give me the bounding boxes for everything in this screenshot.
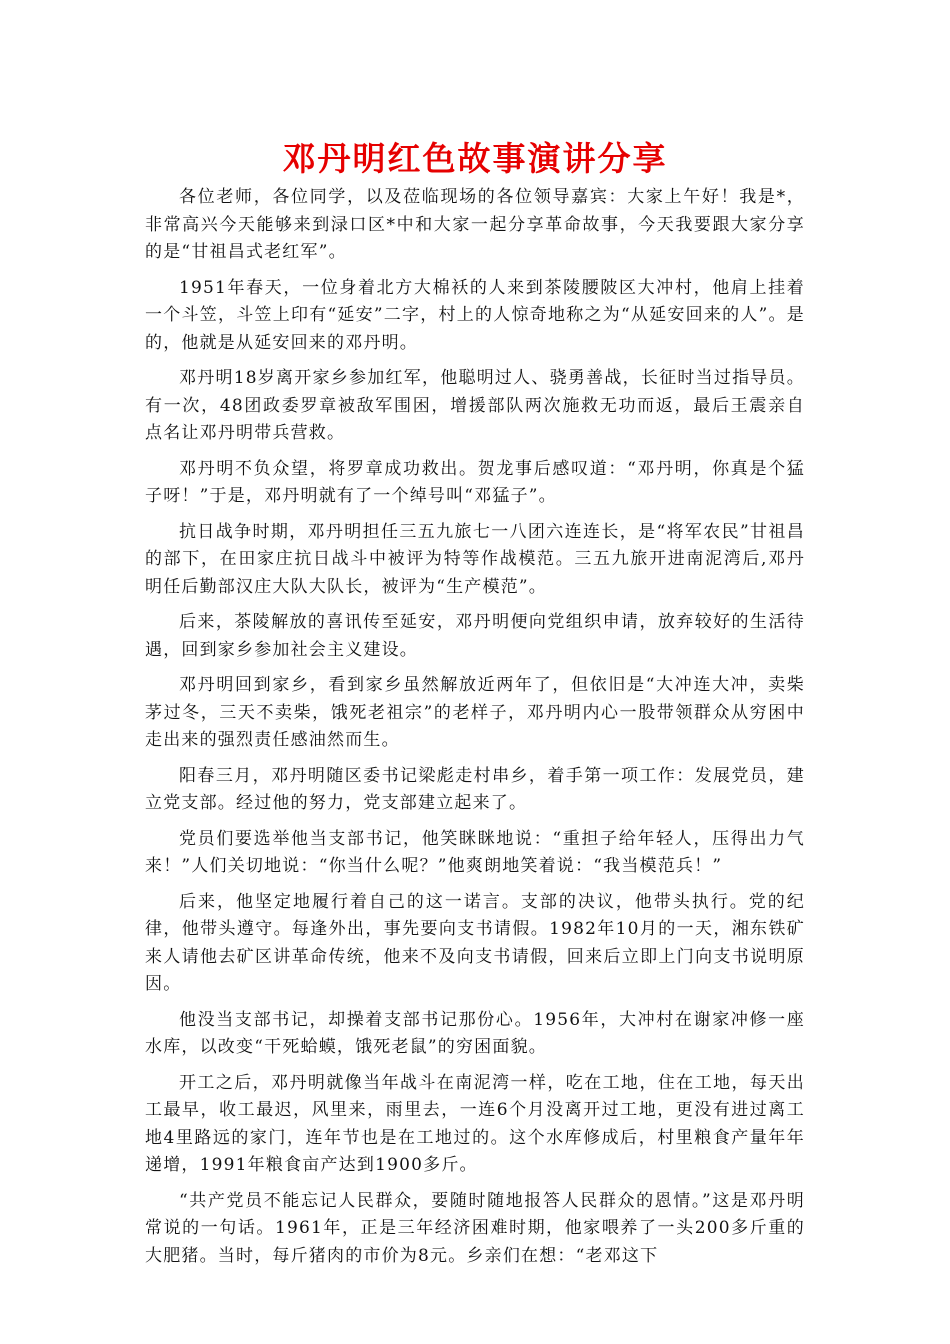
paragraph-13: “共产党员不能忘记人民群众，要随时随地报答人民群众的恩情。”这是邓丹明常说的一句话。1961年，正是三年经济困难时期，他家喂养了一头200多斤重的大肥猪。当时，每斤猪肉的市价为8元。乡亲们在想：“老邓这下	[145, 1190, 805, 1266]
paragraph-5: 抗日战争时期，邓丹明担任三五九旅七一八团六连连长，是“将军农民”甘祖昌的部下，在田家庄抗日战斗中被评为特等作战模范。三五九旅开进南泥湾后,邓丹明任后勤部汉庄大队大队长，被评为“生产模范”。	[145, 521, 805, 597]
paragraph-10: 后来，他坚定地履行着自己的这一诺言。支部的决议，他带头执行。党的纪律，他带头遵守。每逢外出，事先要向支书请假。1982年10月的一天，湘东铁矿来人请他去矿区讲革命传统，他来不及向支书请假，回来后立即上门向支书说明原因。	[145, 891, 805, 994]
document-body	[145, 184, 805, 1278]
paragraph-9: 党员们要选举他当支部书记，他笑眯眯地说：“重担子给年轻人，压得出力气来！”人们关切地说：“你当什么呢？”他爽朗地笑着说：“我当模范兵！”	[145, 828, 805, 876]
paragraph-11: 他没当支部书记，却操着支部书记那份心。1956年，大冲村在谢家冲修一座水库，以改变“干死蛤蟆，饿死老鼠”的穷困面貌。	[145, 1009, 805, 1057]
paragraph-7: 邓丹明回到家乡，看到家乡虽然解放近两年了，但依旧是“大冲连大冲，卖柴茅过冬，三天不卖柴，饿死老祖宗”的老样子，邓丹明内心一股带领群众从穷困中走出来的强烈责任感油然而生。	[145, 675, 805, 750]
paragraph-12: 开工之后，邓丹明就像当年战斗在南泥湾一样，吃在工地，住在工地，每天出工最早，收工最迟，风里来，雨里去，一连6个月没离开过工地，更没有进过离工地4里路远的家门，连年节也是在工地过的。这个水库修成后，村里粮食产量年年递增，1991年粮食亩产达到1900多斤。	[145, 1072, 805, 1175]
page-title: 邓丹明红色故事演讲分享	[282, 139, 668, 178]
paragraph-8: 阳春三月，邓丹明随区委书记梁彪走村串乡，着手第一项工作：发展党员，建立党支部。经过他的努力，党支部建立起来了。	[145, 765, 805, 813]
paragraph-2: 1951年春天，一位身着北方大棉袄的人来到茶陵腰陂区大冲村，他肩上挂着一个斗笠，斗笠上印有“延安”二字，村上的人惊奇地称之为“从延安回来的人”。是的，他就是从延安回来的邓丹明。	[145, 277, 805, 353]
paragraph-1: 各位老师，各位同学，以及莅临现场的各位领导嘉宾：大家上午好！我是*，非常高兴今天能够来到渌口区*中和大家一起分享革命故事，今天我要跟大家分享的是“甘祖昌式老红军”。	[145, 187, 805, 262]
paragraph-3: 邓丹明18岁离开家乡参加红军，他聪明过人、骁勇善战，长征时当过指导员。有一次，48团政委罗章被敌军围困，增援部队两次施救无功而返，最后王震亲自点名让邓丹明带兵营救。	[145, 368, 805, 443]
paragraph-6: 后来，茶陵解放的喜讯传至延安，邓丹明便向党组织申请，放弃较好的生活待遇，回到家乡参加社会主义建设。	[145, 612, 805, 660]
paragraph-4: 邓丹明不负众望，将罗章成功救出。贺龙事后感叹道：“邓丹明，你真是个猛子呀！”于是，邓丹明就有了一个绰号叫“邓猛子”。	[145, 458, 805, 506]
